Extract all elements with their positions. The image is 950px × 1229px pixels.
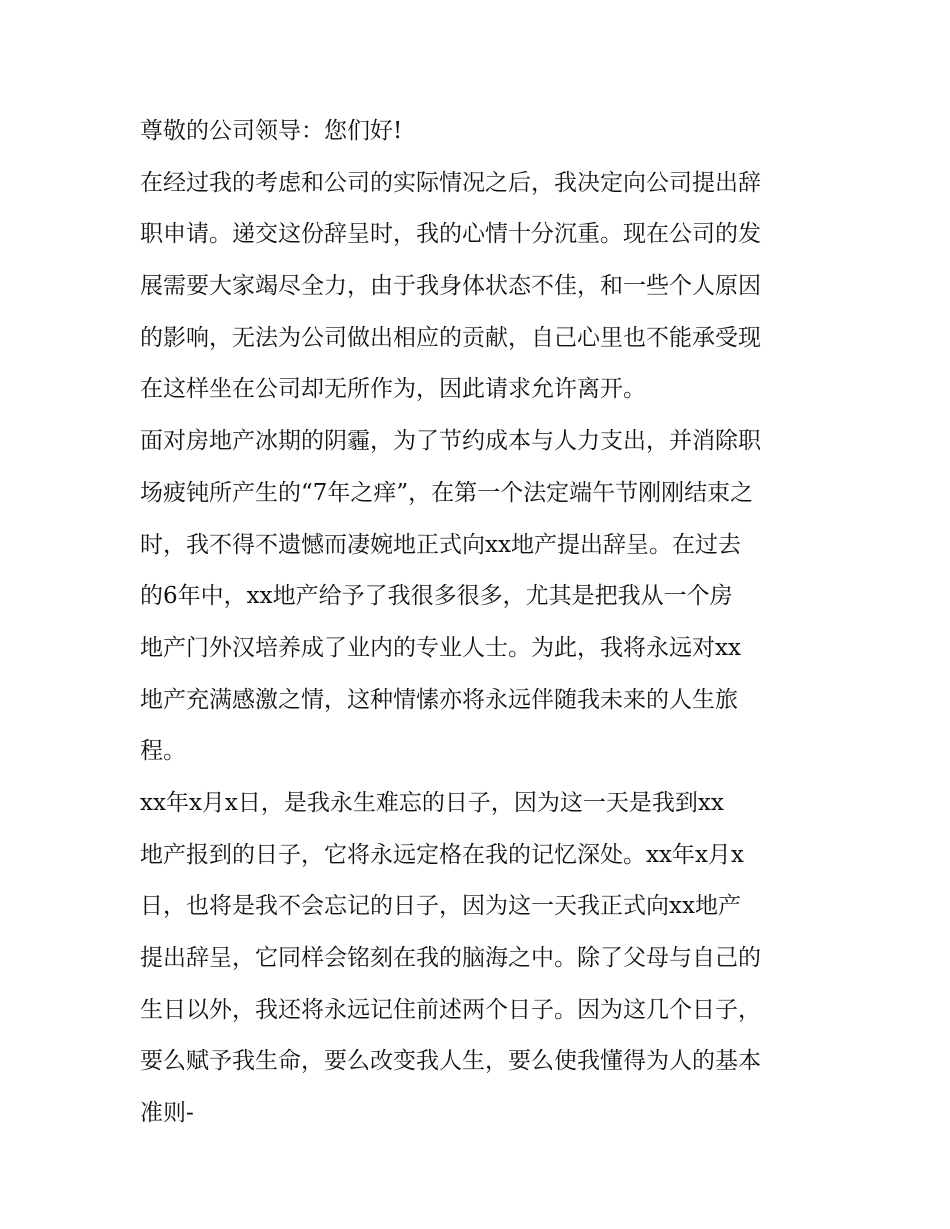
text-line: 展需要大家竭尽全力，由于我身体状态不佳，和一些个人原因 [140,273,761,300]
text-line: 日，也将是我不会忘记的日子，因为这一天我正式向xx地产 [140,893,741,920]
text-line: 地产门外汉培养成了业内的专业人士。为此，我将永远对xx [140,634,741,661]
text-line: 在经过我的考虑和公司的实际情况之后，我决定向公司提出辞 [140,169,761,196]
text-line: 场疲钝所产生的“7年之痒”，在第一个法定端午节刚刚结束之 [140,479,754,506]
text-line: 面对房地产冰期的阴霾，为了节约成本与人力支出，并消除职 [140,428,761,455]
text-line: 的6年中，xx地产给予了我很多很多，尤其是把我从一个房 [140,583,733,610]
text-line: 的影响，无法为公司做出相应的贡献，自己心里也不能承受现 [140,324,761,351]
text-line: 地产充满感激之情，这种情愫亦将永远伴随我未来的人生旅 [140,686,738,713]
letter-body [140,106,820,1140]
text-line: xx年x月x日，是我永生难忘的日子，因为这一天是我到xx [140,789,724,816]
text-line: 在这样坐在公司却无所作为，因此请求允许离开。 [140,376,646,403]
text-line: 职申请。递交这份辞呈时，我的心情十分沉重。现在公司的发 [140,221,761,248]
text-line: 提出辞呈，它同样会铭刻在我的脑海之中。除了父母与自己的 [140,945,761,971]
text-line: 准则- [140,1100,194,1127]
text-line: 地产报到的日子，它将永远定格在我的记忆深处。xx年x月x [140,841,744,868]
salutation-line: 尊敬的公司领导：您们好! [140,118,403,144]
text-line: 时，我不得不遗憾而凄婉地正式向xx地产提出辞呈。在过去 [140,531,741,558]
text-line: 生日以外，我还将永远记住前述两个日子。因为这几个日子， [140,996,761,1023]
text-line: 程。 [140,738,186,765]
text-line: 要么赋予我生命，要么改变我人生，要么使我懂得为人的基本 [140,1048,761,1075]
